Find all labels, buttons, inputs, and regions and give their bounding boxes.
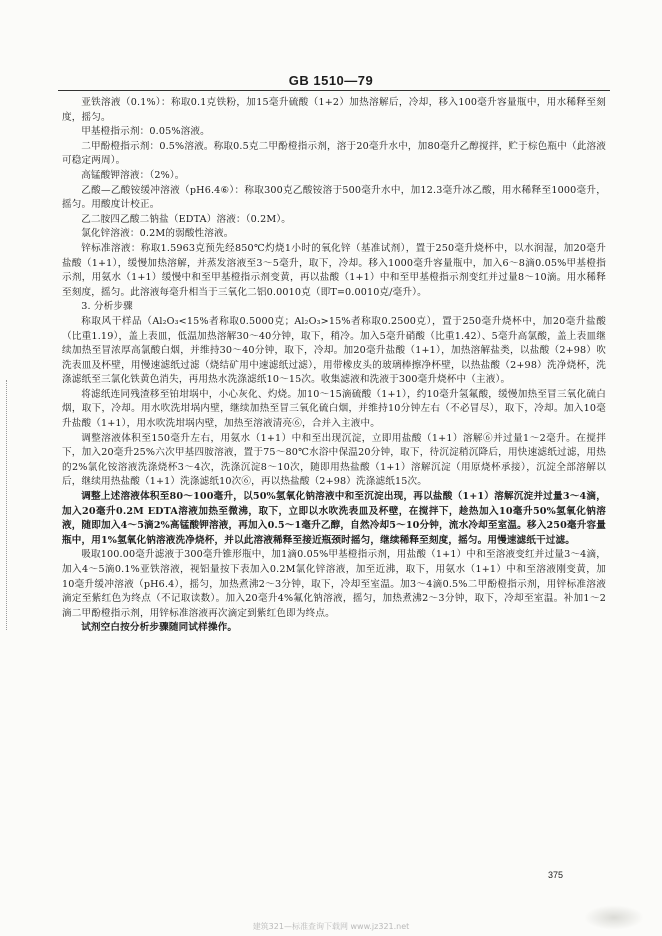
paragraph-methyl-orange: 甲基橙指示剂：0.05%溶液。 <box>81 126 210 138</box>
page-number: 375 <box>548 870 564 880</box>
paragraph-procedure-precipitation: 调整溶液体积至150毫升左右，用氨水（1+1）中和至出现沉淀，立即用盐酸（1+1）溶解⑥并过量1～2毫升。在搅拌下，加入20毫升25%六次甲基四胺溶液，置于75～80℃水浴中保温20分钟，取下，待沉淀稍沉降后，用快速滤纸过滤，用热的2%氯化铵溶液洗涤烧杯3～4次，洗涤沉淀8～10次，随即用热盐酸（1+1）溶解沉淀（用原烧杯承接），沉淀全部溶解以后，继续用热盐酸（1+1）洗涤滤纸10次⑥，再以热盐酸（2+98）洗涤滤纸15次。 <box>62 432 606 488</box>
footer-watermark: 建筑321—标准查询下载网 www.jz321.net <box>252 922 410 931</box>
paragraph-procedure-separation: 调整上述溶液体积至80～100毫升，以50%氢氧化钠溶液中和至沉淀出现，再以盐酸（1+1）溶解沉淀并过量3～4滴，加入20毫升0.2M EDTA溶液加热至微沸，取下，立即以水吹洗表皿及杯壁，在搅拌下，趁热加入10毫升50%氢氧化钠溶液，随即加入4～5滴2%高锰酸钾溶液，再加入0.5～1毫升乙醇，自然冷却5～10分钟，流水冷却至室温。移入250毫升容量瓶中，用1%氢氧化钠溶液洗净烧杯，并以此溶液稀释至接近瓶颈时摇匀，继续稀释至刻度，摇匀。用慢速滤纸干过滤。 <box>62 491 606 546</box>
paragraph-procedure-residue: 将滤纸连同残渣移至铂坩埚中，小心灰化、灼烧。加10～15滴硫酸（1+1），约10毫升氢氟酸，缓慢加热至冒三氧化硫白烟，取下，冷却。用水吹洗坩埚内壁，继续加热至冒三氧化硫白烟，并维持10分钟左右（不必冒尽），取下，冷却。加入10毫升盐酸（1+1），用水吹洗坩埚内壁，加热至溶液清亮⑥，合并入主液中。 <box>62 388 606 430</box>
paragraph-zinc-chloride: 氯化锌溶液：0.2M的弱酸性溶液。 <box>81 228 234 240</box>
paragraph-edta: 乙二胺四乙酸二钠盐（EDTA）溶液：（0.2M）。 <box>81 213 292 225</box>
paragraph-zinc-standard: 锌标准溶液：称取1.5963克预先经850℃灼烧1小时的氧化锌（基准试剂），置于250毫升烧杯中，以水润湿，加20毫升盐酸（1+1），缓慢加热溶解，并蒸发溶液至3～5毫升，取下，冷却。移入1000毫升容量瓶中，加入6～8滴0.05%甲基橙指示剂，用氨水（1+1）缓慢中和至甲基橙指示剂变黄，再以盐酸（1+1）中和至甲基橙指示剂变红并过量8～10滴。用水稀释至刻度，摇匀。此溶液每毫升相当于三氧化二铝0.0010克（即T=0.0010克/毫升）。 <box>62 242 606 298</box>
paragraph-permanganate: 高锰酸钾溶液：（2%）。 <box>81 169 185 181</box>
paragraph-blank-test: 试剂空白按分析步骤随同试样操作。 <box>81 622 238 634</box>
standard-number-header: GB 1510—79 <box>288 73 374 88</box>
header-divider <box>58 90 610 91</box>
paragraph-procedure-titration: 吸取100.00毫升滤液于300毫升锥形瓶中，加1滴0.05%甲基橙指示剂，用盐酸（1+1）中和至溶液变红并过量3～4滴，加入4～5滴0.1%亚铁溶液，视铝量按下表加入0.2M氯化锌溶液，加至近沸，取下，用氨水（1+1）中和至溶液刚变黄，加10毫升缓冲溶液（pH6.4），摇匀，加热煮沸2～3分钟，取下，冷却至室温。加3～4滴0.5%二甲酚橙指示剂，用锌标准溶液滴定至紫红色为终点（不记取读数）。加入20毫升4%氟化钠溶液，摇匀，加热煮沸2～3分钟，取下，冷却至室温。补加1～2滴二甲酚橙指示剂，用锌标准溶液再次滴定到紫红色即为终点。 <box>62 549 606 619</box>
section-heading-procedure: 3. 分析步骤 <box>81 301 133 313</box>
paragraph-xylenol-orange: 二甲酚橙指示剂：0.5%溶液。称取0.5克二甲酚橙指示剂，溶于20毫升水中，加80毫升乙醇搅拌，贮于棕色瓶中（此溶液可稳定两周）。 <box>62 140 606 167</box>
scan-edge-mark <box>6 380 9 630</box>
paragraph-buffer: 乙酸—乙酸铵缓冲溶液（pH6.4⑥）：称取300克乙酸铵溶于500毫升水中，加12.3毫升冰乙酸，用水稀释至1000毫升，摇匀。用酸度计校正。 <box>62 184 606 211</box>
paragraph-ferrous-solution: 亚铁溶液（0.1%）：称取0.1克铁粉，加15毫升硫酸（1+2）加热溶解后，冷却，移入100毫升容量瓶中，用水稀释至刻度，摇匀。 <box>62 97 606 123</box>
paragraph-procedure-weighing: 称取风干样品（Al₂O₃<15%者称取0.5000克；Al₂O₃>15%者称取0.2500克），置于250毫升烧杯中，加20毫升盐酸（比重1.19），盖上表皿，低温加热溶解30～40分钟，取下，稍冷。加入5毫升硝酸（比重1.42）、5毫升高氯酸，盖上表皿继续加热至冒浓厚高氯酸白烟，并维持30～40分钟，取下，冷却。加20毫升盐酸（1+1），加热溶解盐类，以盐酸（2+98）吹洗表皿及杯壁，用慢速滤纸过滤（烧结矿用中速滤纸过滤），用带橡皮头的玻璃棒擦净杯壁，以热盐酸（2+98）洗净烧杯，洗涤滤纸至三氯化铁黄色消失，再用热水洗涤滤纸10～15次。收集滤液和洗液于300毫升烧杯中（主液）。 <box>62 315 606 386</box>
document-body <box>62 96 606 636</box>
scan-stain <box>584 905 644 930</box>
